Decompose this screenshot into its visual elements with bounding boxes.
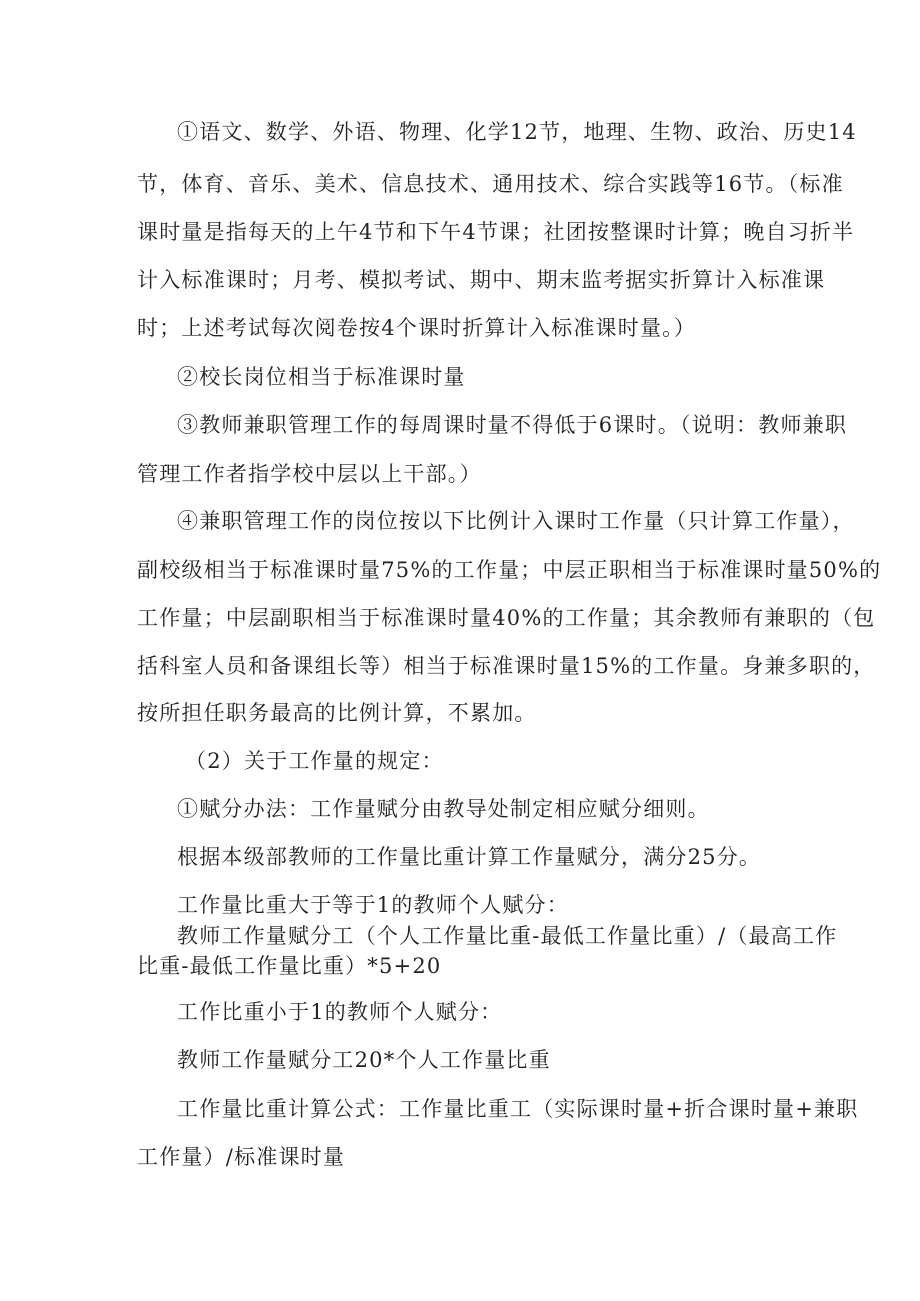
para-4-line-4: 括科室人员和备课组长等）相当于标准课时量15%的工作量。身兼多职的， xyxy=(137,654,876,678)
para-8-line-1: 工作比重小于1的教师个人赋分： xyxy=(177,1000,503,1024)
para-4-line-1: ④兼职管理工作的岗位按以下比例计入课时工作量（只计算工作量）， xyxy=(177,509,855,533)
formula-3-line-2: 工作量）/标准课时量 xyxy=(137,1145,346,1169)
formula-3-line-1: 工作量比重计算公式：工作量比重工（实际课时量+折合课时量+兼职 xyxy=(177,1097,859,1121)
para-4-line-5: 按所担任职务最高的比例计算，不累加。 xyxy=(137,701,537,725)
para-6-line-1: 根据本级部教师的工作量比重计算工作量赋分，满分25分。 xyxy=(177,845,762,869)
para-4-line-2: 副校级相当于标准课时量75%的工作量；中层正职相当于标准课时量50%的 xyxy=(137,558,882,582)
para-5-line-1: ①赋分办法：工作量赋分由教导处制定相应赋分细则。 xyxy=(177,797,710,821)
formula-1-line-1: 教师工作量赋分工（个人工作量比重-最低工作量比重）/（最高工作 xyxy=(177,924,838,948)
para-1-line-5: 时；上述考试每次阅卷按4个课时折算计入标准课时量。） xyxy=(137,316,697,340)
para-7-line-1: 工作量比重大于等于1的教师个人赋分： xyxy=(177,893,569,917)
section-heading: （2）关于工作量的规定： xyxy=(185,749,444,773)
formula-2-line-1: 教师工作量赋分工20*个人工作量比重 xyxy=(177,1048,551,1072)
formula-1-line-2: 比重-最低工作量比重）*5+20 xyxy=(137,954,442,978)
para-1-line-3: 课时量是指每天的上午4节和下午4节课；社团按整课时计算；晚自习折半 xyxy=(137,220,855,244)
para-1-line-2: 节，体育、音乐、美术、信息技术、通用技术、综合实践等16节。（标准 xyxy=(137,172,844,196)
para-3-line-1: ③教师兼职管理工作的每周课时量不得低于6课时。（说明：教师兼职 xyxy=(177,413,848,437)
para-4-line-3: 工作量；中层副职相当于标准课时量40%的工作量；其余教师有兼职的（包 xyxy=(137,606,876,630)
para-2-line-1: ②校长岗位相当于标准课时量 xyxy=(177,365,466,389)
para-3-line-2: 管理工作者指学校中层以上干部。） xyxy=(137,462,482,486)
para-1-line-4: 计入标准课时；月考、模拟考试、期中、期末监考据实折算计入标准课 xyxy=(137,268,826,292)
para-1-line-1: ①语文、数学、外语、物理、化学12节，地理、生物、政治、历史14 xyxy=(177,120,857,144)
